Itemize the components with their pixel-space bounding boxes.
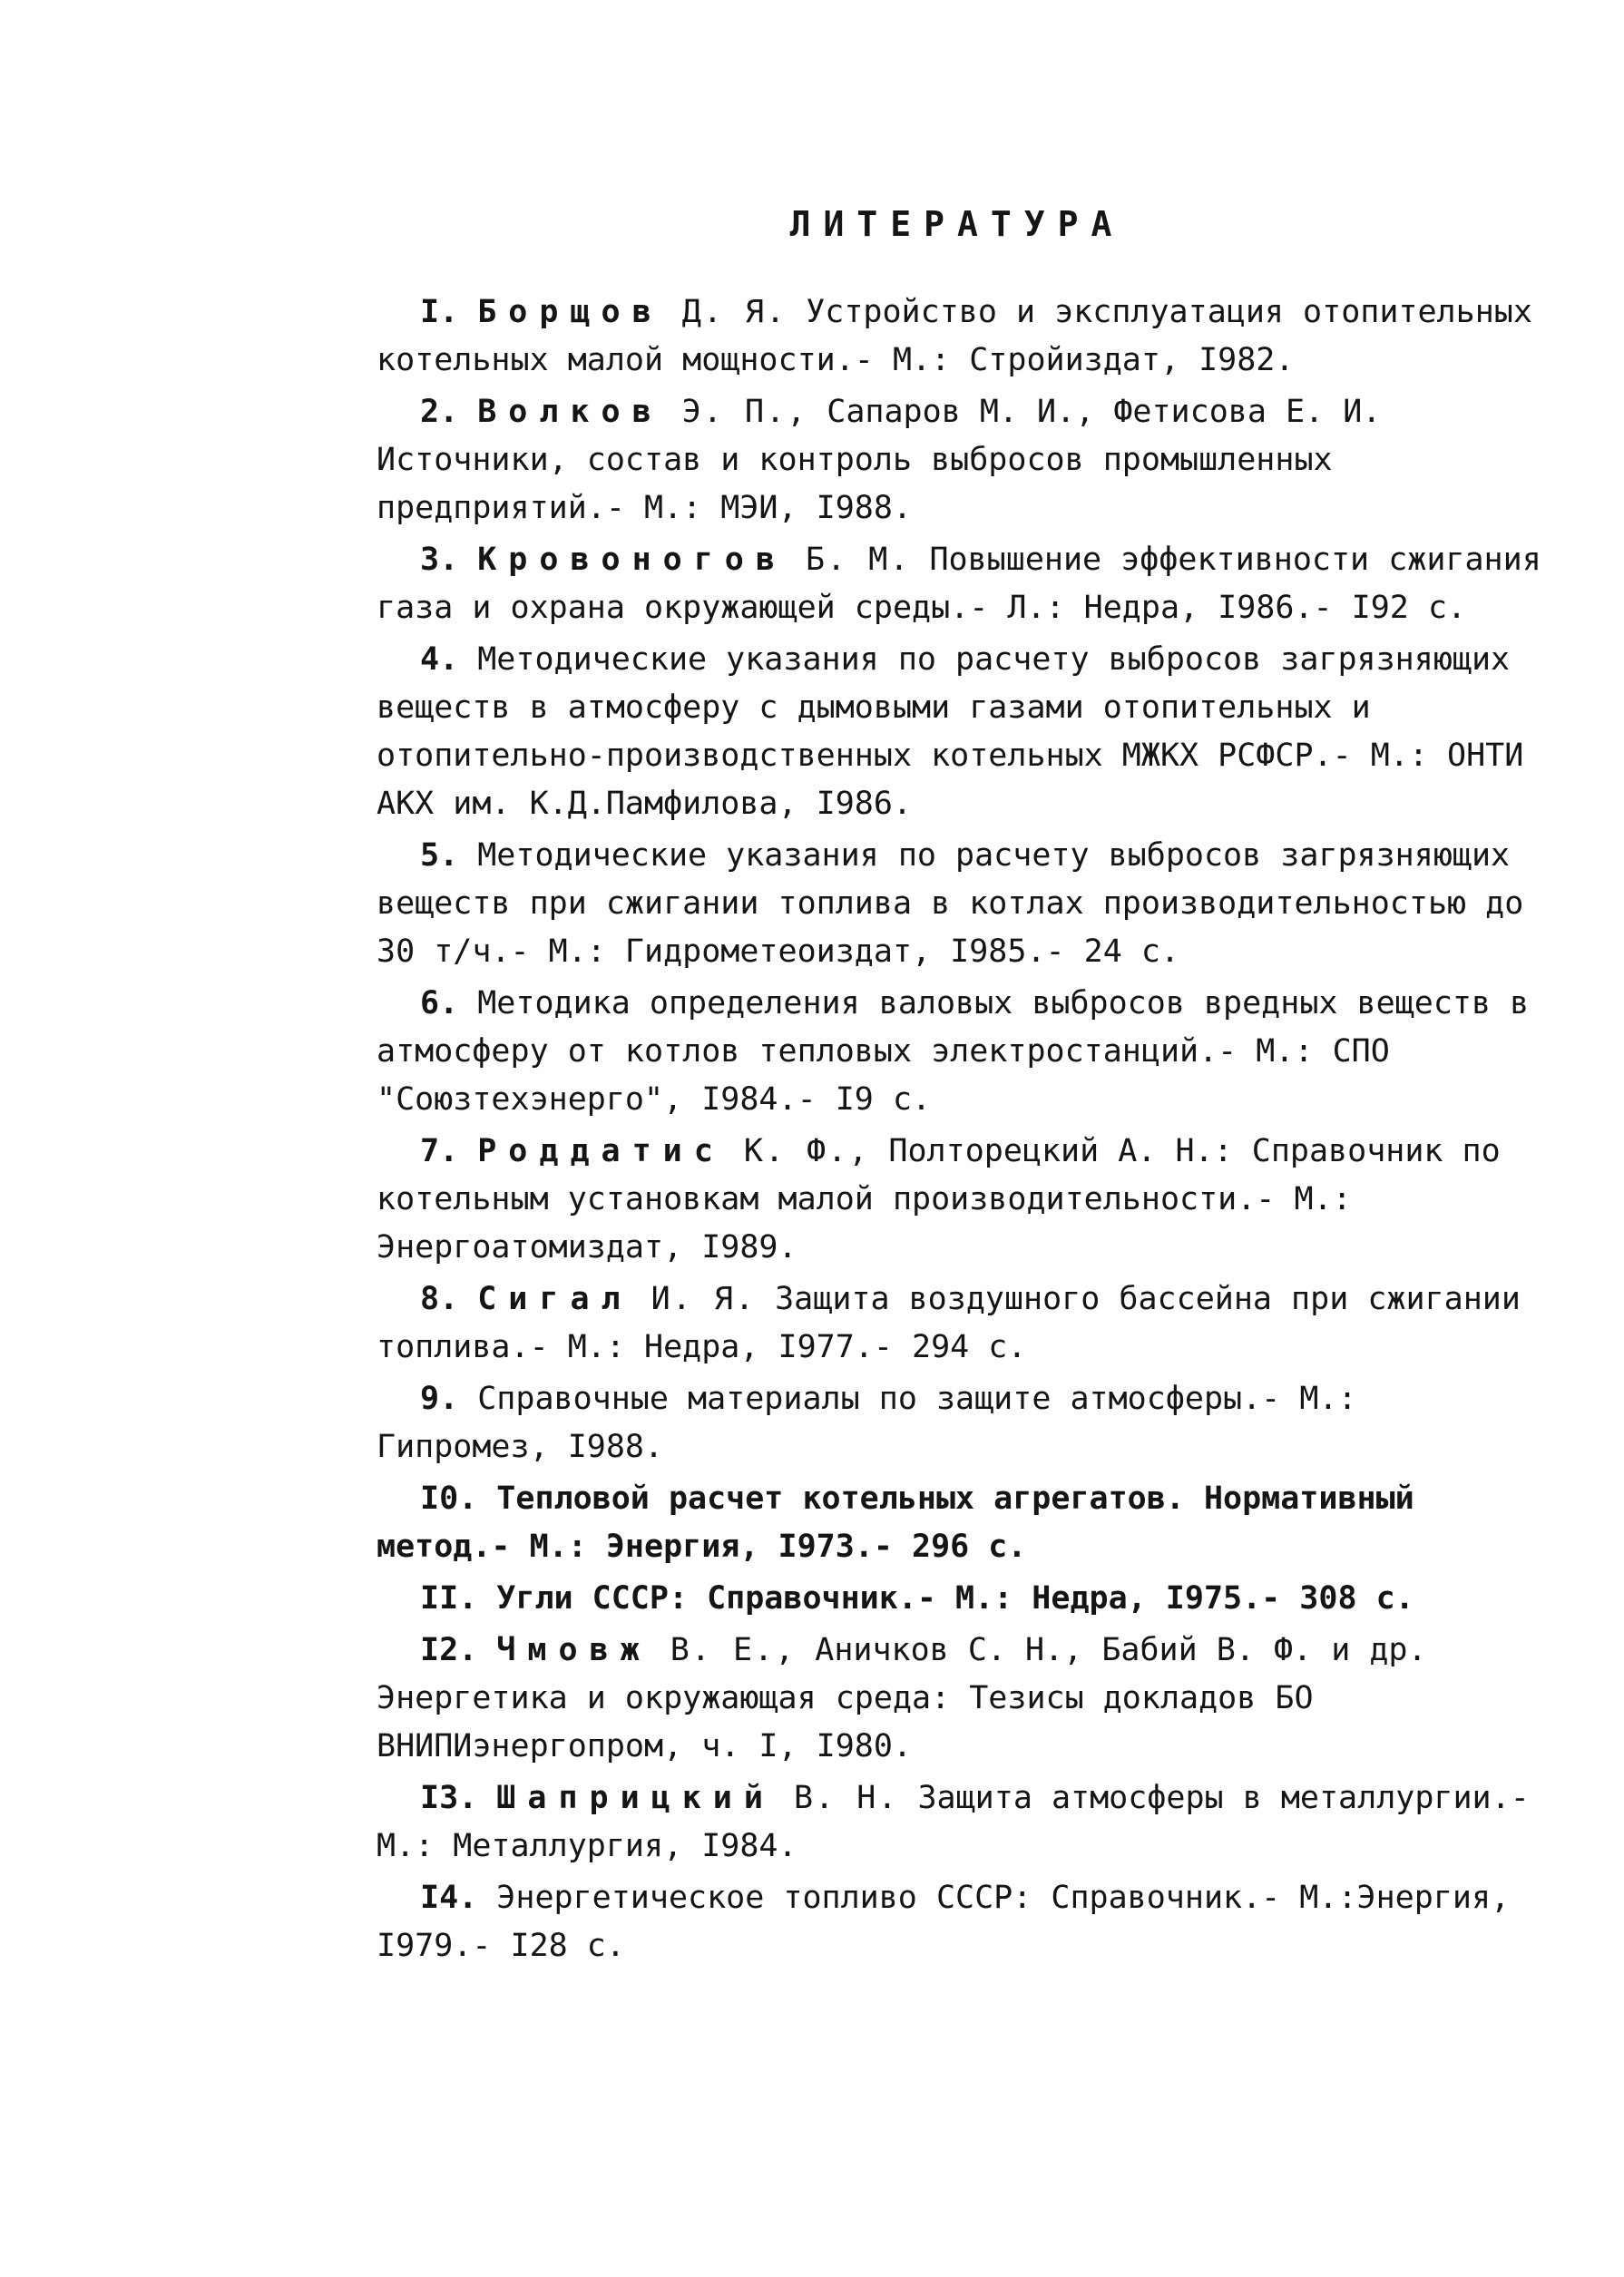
reference-initials: Э. П.,: [681, 394, 808, 430]
reference-number: 5.: [420, 837, 459, 874]
reference-number: 3.: [420, 542, 459, 578]
reference-number: I2.: [420, 1632, 478, 1668]
page-title: ЛИТЕРАТУРА: [789, 204, 1125, 244]
reference-item: [377, 636, 1547, 828]
reference-author: Сигал: [477, 1281, 632, 1317]
reference-item: [377, 1375, 1547, 1471]
reference-author: Шаприцкий: [496, 1780, 775, 1816]
reference-number: I3.: [420, 1780, 478, 1816]
reference-number: 8.: [420, 1281, 459, 1317]
reference-number: 2.: [420, 394, 459, 430]
reference-number: II.: [420, 1580, 478, 1617]
reference-text: Полторецкий А. Н.: Справочник по котельным установкам малой производительности.- М.: Энергоатомиздат, I989.: [377, 1133, 1501, 1266]
reference-text: Методические указания по расчету выбросов загрязняющих веществ при сжигании топлива в котлах производительностью до 30 т/ч.- М.: Гидрометеоиздат, I985.- 24 с.: [377, 837, 1524, 970]
reference-text: Защита воздушного бассейна при сжигании топлива.- М.: Недра, I977.- 294 с.: [377, 1281, 1521, 1365]
reference-initials: В. Е.,: [670, 1632, 797, 1668]
reference-initials: В. Н.: [794, 1780, 899, 1816]
reference-number: 9.: [420, 1381, 459, 1417]
reference-author: Волков: [477, 394, 663, 430]
reference-text: Методические указания по расчету выбросов загрязняющих веществ в атмосферу с дымовыми газами отопительных и отопительно-производственных котельных МЖКХ РСФСР.- М.: ОНТИ АКХ им. К.Д.Памфилова, I986.: [377, 641, 1524, 822]
reference-item: [377, 1874, 1547, 1970]
reference-item: [377, 1275, 1547, 1372]
reference-item: [377, 1575, 1547, 1623]
reference-text: Справочные материалы по защите атмосферы.- М.: Гипромез, I988.: [377, 1381, 1357, 1465]
reference-item: [377, 388, 1547, 533]
reference-text: Сапаров М. И., Фетисова Е. И. Источники, состав и контроль выбросов промышленных предприятий.- М.: МЭИ, I988.: [377, 394, 1382, 526]
reference-item: [377, 980, 1547, 1124]
reference-text: Методика определения валовых выбросов вредных веществ в атмосферу от котлов тепловых электростанций.- М.: СПО "Союзтехэнерго", I984.- I9 с.: [377, 985, 1530, 1118]
reference-initials: И. Я.: [651, 1281, 757, 1317]
reference-initials: К. Ф.,: [743, 1133, 870, 1169]
reference-number: 4.: [420, 641, 459, 678]
reference-author: Чмовж: [496, 1632, 651, 1668]
reference-initials: Б. М.: [806, 542, 911, 578]
reference-text: Устройство и эксплуатация отопительных котельных малой мощности.- М.: Стройиздат, I982.: [377, 294, 1532, 378]
reference-item: [377, 1128, 1547, 1272]
reference-item: [377, 1627, 1547, 1771]
reference-item: [377, 536, 1547, 632]
reference-item: [377, 1475, 1547, 1571]
reference-number: 6.: [420, 985, 459, 1021]
reference-text: Угли СССР: Справочник.- М.: Недра, I975.- 308 с.: [496, 1580, 1414, 1617]
reference-author: Роддатис: [477, 1133, 725, 1169]
reference-item: [377, 288, 1547, 385]
reference-number: I0.: [420, 1481, 478, 1517]
reference-initials: Д. Я.: [681, 294, 788, 330]
reference-text: Тепловой расчет котельных агрегатов. Нормативный метод.- М.: Энергия, I973.- 296 с.: [377, 1481, 1414, 1565]
reference-text: Энергетическое топливо СССР: Справочник.- М.:Энергия, I979.- I28 с.: [377, 1880, 1511, 1964]
reference-author: Кровоногов: [477, 542, 787, 578]
reference-text: Аничков С. Н., Бабий В. Ф. и др. Энергетика и окружающая среда: Тезисы докладов БО ВНИПИэнергопром, ч. I, I980.: [377, 1632, 1427, 1764]
reference-text: Защита атмосферы в металлургии.- М.: Металлургия, I984.: [377, 1780, 1530, 1864]
reference-number: 7.: [420, 1133, 459, 1169]
reference-number: I.: [420, 294, 459, 330]
reference-item: [377, 1774, 1547, 1871]
reference-number: I4.: [420, 1880, 478, 1916]
reference-author: Борщов: [477, 294, 663, 330]
reference-list: [377, 288, 1547, 1974]
reference-item: [377, 832, 1547, 976]
reference-text: Повышение эффективности сжигания газа и охрана окружающей среды.- Л.: Недра, I986.- I92 с.: [377, 542, 1541, 626]
